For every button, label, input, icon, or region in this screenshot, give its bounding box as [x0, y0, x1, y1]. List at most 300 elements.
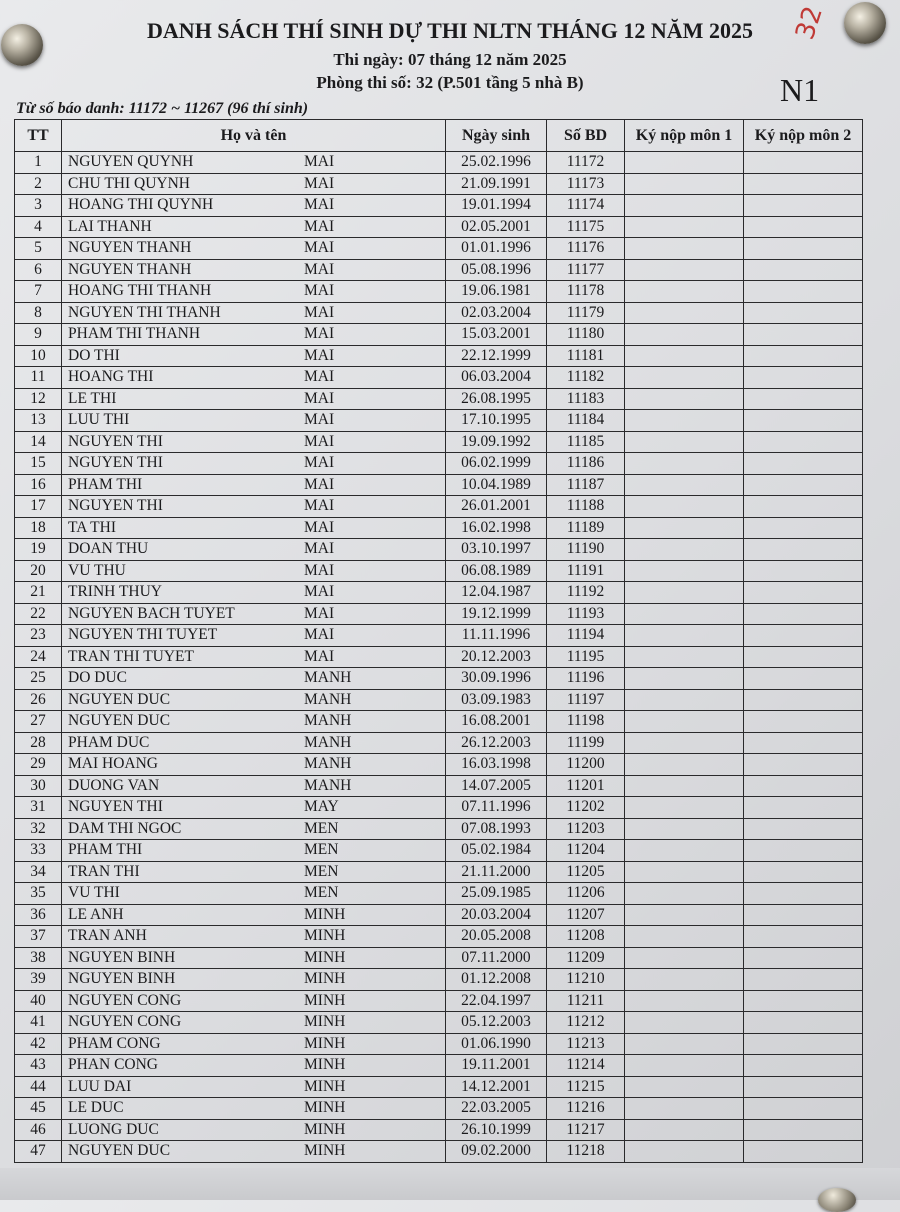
signature-cell-subject-1	[625, 517, 744, 539]
signature-cell-subject-2	[744, 732, 863, 754]
table-row	[15, 345, 863, 367]
given-name: MAI	[304, 153, 335, 171]
birth-date: 14.07.2005	[446, 775, 547, 797]
birth-date: 21.11.2000	[446, 861, 547, 883]
full-name-cell	[62, 152, 446, 174]
candidate-number: 11184	[547, 410, 625, 432]
surname-middle: PHAM CONG	[68, 1034, 161, 1052]
row-number: 17	[15, 496, 62, 518]
full-name-cell	[62, 582, 446, 604]
signature-cell-subject-1	[625, 732, 744, 754]
surname-middle: CHU THI QUYNH	[68, 174, 190, 192]
surname-middle: TRAN ANH	[68, 927, 147, 945]
full-name-cell	[62, 797, 446, 819]
signature-cell-subject-1	[625, 947, 744, 969]
table-row	[15, 324, 863, 346]
signature-cell-subject-2	[744, 668, 863, 690]
signature-cell-subject-2	[744, 603, 863, 625]
full-name-cell	[62, 345, 446, 367]
signature-cell-subject-1	[625, 1012, 744, 1034]
exam-room: Phòng thi số: 32 (P.501 tầng 5 nhà B)	[316, 73, 584, 92]
candidate-number: 11198	[547, 711, 625, 733]
table-row	[15, 1141, 863, 1163]
surname-middle: PHAN CONG	[68, 1056, 158, 1074]
signature-cell-subject-2	[744, 539, 863, 561]
signature-cell-subject-1	[625, 152, 744, 174]
signature-cell-subject-2	[744, 582, 863, 604]
surname-middle: NGUYEN BINH	[68, 970, 176, 988]
row-number: 13	[15, 410, 62, 432]
table-row	[15, 818, 863, 840]
signature-cell-subject-1	[625, 367, 744, 389]
birth-date: 26.10.1999	[446, 1119, 547, 1141]
candidate-number: 11197	[547, 689, 625, 711]
signature-cell-subject-1	[625, 474, 744, 496]
row-number: 2	[15, 173, 62, 195]
birth-date: 06.02.1999	[446, 453, 547, 475]
signature-cell-subject-1	[625, 990, 744, 1012]
birth-date: 20.05.2008	[446, 926, 547, 948]
row-number: 36	[15, 904, 62, 926]
signature-cell-subject-1	[625, 302, 744, 324]
candidate-number: 11175	[547, 216, 625, 238]
signature-cell-subject-1	[625, 582, 744, 604]
row-number: 39	[15, 969, 62, 991]
given-name: MANH	[304, 776, 352, 794]
birth-date: 22.12.1999	[446, 345, 547, 367]
signature-cell-subject-1	[625, 345, 744, 367]
signature-cell-subject-2	[744, 1098, 863, 1120]
full-name-cell	[62, 926, 446, 948]
full-name-cell	[62, 410, 446, 432]
table-row	[15, 1033, 863, 1055]
birth-date: 05.08.1996	[446, 259, 547, 281]
candidate-number: 11213	[547, 1033, 625, 1055]
header-full-name: Họ và tên	[62, 120, 446, 152]
surname-middle: TRINH THUY	[68, 583, 162, 601]
signature-cell-subject-1	[625, 754, 744, 776]
birth-date: 03.09.1983	[446, 689, 547, 711]
signature-cell-subject-1	[625, 1055, 744, 1077]
birth-date: 09.02.2000	[446, 1141, 547, 1163]
candidate-number: 11178	[547, 281, 625, 303]
candidate-number: 11181	[547, 345, 625, 367]
candidate-number: 11218	[547, 1141, 625, 1163]
row-number: 44	[15, 1076, 62, 1098]
surname-middle: NGUYEN DUC	[68, 690, 171, 708]
header-tt: TT	[15, 120, 62, 152]
candidate-number: 11186	[547, 453, 625, 475]
birth-date: 12.04.1987	[446, 582, 547, 604]
handwritten-note: 32	[790, 2, 829, 44]
given-name: MAI	[304, 583, 335, 601]
given-name: MAI	[304, 497, 335, 515]
table-row	[15, 1119, 863, 1141]
candidate-number: 11201	[547, 775, 625, 797]
table-row	[15, 302, 863, 324]
signature-cell-subject-2	[744, 1033, 863, 1055]
signature-cell-subject-1	[625, 603, 744, 625]
full-name-cell	[62, 754, 446, 776]
birth-date: 07.11.1996	[446, 797, 547, 819]
signature-cell-subject-2	[744, 281, 863, 303]
candidate-number: 11177	[547, 259, 625, 281]
candidate-number: 11200	[547, 754, 625, 776]
candidate-number: 11176	[547, 238, 625, 260]
given-name: MINH	[304, 1013, 346, 1031]
given-name: MAI	[304, 196, 335, 214]
signature-cell-subject-1	[625, 431, 744, 453]
surname-middle: DAM THI NGOC	[68, 819, 182, 837]
table-row	[15, 453, 863, 475]
candidate-number: 11205	[547, 861, 625, 883]
exam-date: Thi ngày: 07 tháng 12 năm 2025	[333, 50, 567, 69]
candidate-number: 11182	[547, 367, 625, 389]
candidate-number: 11211	[547, 990, 625, 1012]
candidate-number: 11188	[547, 496, 625, 518]
signature-cell-subject-2	[744, 410, 863, 432]
full-name-cell	[62, 1012, 446, 1034]
given-name: MAI	[304, 282, 335, 300]
given-name: MINH	[304, 927, 346, 945]
row-number: 29	[15, 754, 62, 776]
candidate-table-body	[15, 152, 863, 1163]
table-row	[15, 582, 863, 604]
row-number: 47	[15, 1141, 62, 1163]
candidate-number: 11187	[547, 474, 625, 496]
candidate-table	[14, 119, 863, 1163]
table-row	[15, 367, 863, 389]
table-row	[15, 969, 863, 991]
surname-middle: NGUYEN THI THANH	[68, 303, 221, 321]
full-name-cell	[62, 367, 446, 389]
row-number: 20	[15, 560, 62, 582]
given-name: MAI	[304, 346, 335, 364]
full-name-cell	[62, 560, 446, 582]
candidate-number: 11215	[547, 1076, 625, 1098]
surname-middle: NGUYEN CONG	[68, 1013, 182, 1031]
surname-middle: NGUYEN THI	[68, 432, 163, 450]
signature-cell-subject-1	[625, 453, 744, 475]
surname-middle: NGUYEN DUC	[68, 1142, 171, 1160]
surname-middle: DOAN THU	[68, 540, 149, 558]
candidate-number: 11173	[547, 173, 625, 195]
row-number: 40	[15, 990, 62, 1012]
signature-cell-subject-1	[625, 238, 744, 260]
table-row	[15, 517, 863, 539]
given-name: MEN	[304, 884, 339, 902]
signature-cell-subject-2	[744, 904, 863, 926]
full-name-cell	[62, 646, 446, 668]
signature-cell-subject-2	[744, 1141, 863, 1163]
signature-cell-subject-2	[744, 797, 863, 819]
row-number: 41	[15, 1012, 62, 1034]
birth-date: 17.10.1995	[446, 410, 547, 432]
table-row	[15, 173, 863, 195]
birth-date: 25.02.1996	[446, 152, 547, 174]
full-name-cell	[62, 453, 446, 475]
given-name: MAI	[304, 325, 335, 343]
full-name-cell	[62, 625, 446, 647]
birth-date: 14.12.2001	[446, 1076, 547, 1098]
full-name-cell	[62, 474, 446, 496]
signature-cell-subject-1	[625, 259, 744, 281]
surname-middle: LE ANH	[68, 905, 124, 923]
table-row	[15, 732, 863, 754]
birth-date: 10.04.1989	[446, 474, 547, 496]
row-number: 33	[15, 840, 62, 862]
birth-date: 19.06.1981	[446, 281, 547, 303]
full-name-cell	[62, 689, 446, 711]
given-name: MINH	[304, 991, 346, 1009]
given-name: MEN	[304, 819, 339, 837]
candidate-number: 11212	[547, 1012, 625, 1034]
table-row	[15, 1012, 863, 1034]
given-name: MAI	[304, 561, 335, 579]
candidate-number: 11172	[547, 152, 625, 174]
full-name-cell	[62, 431, 446, 453]
signature-cell-subject-1	[625, 797, 744, 819]
signature-cell-subject-1	[625, 1119, 744, 1141]
row-number: 30	[15, 775, 62, 797]
signature-cell-subject-2	[744, 324, 863, 346]
full-name-cell	[62, 603, 446, 625]
signature-cell-subject-2	[744, 152, 863, 174]
signature-cell-subject-2	[744, 883, 863, 905]
surname-middle: TA THI	[68, 518, 116, 536]
row-number: 45	[15, 1098, 62, 1120]
signature-cell-subject-2	[744, 861, 863, 883]
signature-cell-subject-1	[625, 926, 744, 948]
signature-cell-subject-1	[625, 539, 744, 561]
birth-date: 22.04.1997	[446, 990, 547, 1012]
candidate-number: 11202	[547, 797, 625, 819]
signature-cell-subject-2	[744, 216, 863, 238]
full-name-cell	[62, 818, 446, 840]
full-name-cell	[62, 1033, 446, 1055]
full-name-cell	[62, 216, 446, 238]
surname-middle: PHAM THI	[68, 841, 143, 859]
signature-cell-subject-2	[744, 1012, 863, 1034]
signature-cell-subject-2	[744, 840, 863, 862]
full-name-cell	[62, 861, 446, 883]
signature-cell-subject-1	[625, 1141, 744, 1163]
given-name: MAI	[304, 475, 335, 493]
candidate-number: 11196	[547, 668, 625, 690]
signature-cell-subject-2	[744, 388, 863, 410]
signature-cell-subject-2	[744, 969, 863, 991]
given-name: MINH	[304, 1142, 346, 1160]
header-signature-subject-2: Ký nộp môn 2	[744, 120, 863, 152]
surname-middle: NGUYEN THANH	[68, 260, 192, 278]
table-row	[15, 711, 863, 733]
row-number: 14	[15, 431, 62, 453]
candidate-number: 11192	[547, 582, 625, 604]
signature-cell-subject-1	[625, 324, 744, 346]
table-row	[15, 775, 863, 797]
surname-middle: VU THU	[68, 561, 126, 579]
birth-date: 20.12.2003	[446, 646, 547, 668]
surname-middle: DO DUC	[68, 669, 127, 687]
birth-date: 26.01.2001	[446, 496, 547, 518]
signature-cell-subject-1	[625, 646, 744, 668]
header-candidate-number: Số BD	[547, 120, 625, 152]
candidate-number: 11208	[547, 926, 625, 948]
surname-middle: NGUYEN THANH	[68, 239, 192, 257]
row-number: 23	[15, 625, 62, 647]
table-row	[15, 539, 863, 561]
signature-cell-subject-2	[744, 646, 863, 668]
row-number: 15	[15, 453, 62, 475]
surname-middle: HOANG THI QUYNH	[68, 196, 214, 214]
signature-cell-subject-1	[625, 1076, 744, 1098]
row-number: 7	[15, 281, 62, 303]
birth-date: 06.08.1989	[446, 560, 547, 582]
surname-middle: NGUYEN BINH	[68, 948, 176, 966]
signature-cell-subject-1	[625, 625, 744, 647]
row-number: 24	[15, 646, 62, 668]
row-number: 37	[15, 926, 62, 948]
given-name: MEN	[304, 841, 339, 859]
surname-middle: LUU THI	[68, 411, 130, 429]
full-name-cell	[62, 1076, 446, 1098]
signature-cell-subject-2	[744, 259, 863, 281]
surname-middle: LUU DAI	[68, 1077, 132, 1095]
birth-date: 02.05.2001	[446, 216, 547, 238]
given-name: MINH	[304, 1099, 346, 1117]
given-name: MAI	[304, 174, 335, 192]
given-name: MAY	[304, 798, 339, 816]
birth-date: 25.09.1985	[446, 883, 547, 905]
full-name-cell	[62, 1055, 446, 1077]
document-title: DANH SÁCH THÍ SINH DỰ THI NLTN THÁNG 12 NĂM 2025	[147, 18, 753, 43]
surname-middle: LE DUC	[68, 1099, 124, 1117]
full-name-cell	[62, 517, 446, 539]
full-name-cell	[62, 1141, 446, 1163]
surname-middle: NGUYEN CONG	[68, 991, 182, 1009]
signature-cell-subject-2	[744, 1076, 863, 1098]
full-name-cell	[62, 1119, 446, 1141]
table-row	[15, 238, 863, 260]
candidate-number: 11210	[547, 969, 625, 991]
candidate-number: 11217	[547, 1119, 625, 1141]
full-name-cell	[62, 840, 446, 862]
given-name: MAI	[304, 432, 335, 450]
full-name-cell	[62, 302, 446, 324]
table-row	[15, 668, 863, 690]
given-name: MAI	[304, 604, 335, 622]
given-name: MEN	[304, 862, 339, 880]
row-number: 5	[15, 238, 62, 260]
candidate-number: 11190	[547, 539, 625, 561]
given-name: MAI	[304, 518, 335, 536]
row-number: 16	[15, 474, 62, 496]
table-row	[15, 1098, 863, 1120]
row-number: 28	[15, 732, 62, 754]
signature-cell-subject-1	[625, 840, 744, 862]
table-row	[15, 410, 863, 432]
signature-cell-subject-1	[625, 216, 744, 238]
surname-middle: LAI THANH	[68, 217, 152, 235]
signature-cell-subject-2	[744, 711, 863, 733]
row-number: 18	[15, 517, 62, 539]
table-row	[15, 216, 863, 238]
signature-cell-subject-1	[625, 668, 744, 690]
birth-date: 11.11.1996	[446, 625, 547, 647]
surname-middle: PHAM DUC	[68, 733, 150, 751]
row-number: 10	[15, 345, 62, 367]
table-row	[15, 990, 863, 1012]
row-number: 8	[15, 302, 62, 324]
signature-cell-subject-2	[744, 689, 863, 711]
row-number: 34	[15, 861, 62, 883]
given-name: MAI	[304, 217, 335, 235]
row-number: 3	[15, 195, 62, 217]
signature-cell-subject-1	[625, 281, 744, 303]
surname-middle: NGUYEN THI	[68, 497, 163, 515]
row-number: 46	[15, 1119, 62, 1141]
birth-date: 21.09.1991	[446, 173, 547, 195]
candidate-number: 11174	[547, 195, 625, 217]
signature-cell-subject-2	[744, 625, 863, 647]
birth-date: 16.03.1998	[446, 754, 547, 776]
signature-cell-subject-2	[744, 990, 863, 1012]
signature-cell-subject-1	[625, 818, 744, 840]
row-number: 6	[15, 259, 62, 281]
full-name-cell	[62, 259, 446, 281]
signature-cell-subject-1	[625, 560, 744, 582]
row-number: 11	[15, 367, 62, 389]
signature-cell-subject-1	[625, 775, 744, 797]
signature-cell-subject-2	[744, 1119, 863, 1141]
table-row	[15, 754, 863, 776]
full-name-cell	[62, 947, 446, 969]
candidate-number: 11189	[547, 517, 625, 539]
signature-cell-subject-1	[625, 1033, 744, 1055]
surname-middle: NGUYEN THI	[68, 798, 163, 816]
given-name: MAI	[304, 626, 335, 644]
candidate-number: 11179	[547, 302, 625, 324]
signature-cell-subject-1	[625, 883, 744, 905]
birth-date: 26.08.1995	[446, 388, 547, 410]
table-row	[15, 1076, 863, 1098]
birth-date: 01.12.2008	[446, 969, 547, 991]
given-name: MINH	[304, 1056, 346, 1074]
given-name: MINH	[304, 948, 346, 966]
full-name-cell	[62, 539, 446, 561]
row-number: 38	[15, 947, 62, 969]
signature-cell-subject-2	[744, 195, 863, 217]
full-name-cell	[62, 195, 446, 217]
table-row	[15, 431, 863, 453]
table-row	[15, 195, 863, 217]
full-name-cell	[62, 324, 446, 346]
given-name: MANH	[304, 669, 352, 687]
row-number: 22	[15, 603, 62, 625]
birth-date: 16.02.1998	[446, 517, 547, 539]
signature-cell-subject-2	[744, 818, 863, 840]
signature-cell-subject-1	[625, 969, 744, 991]
surname-middle: NGUYEN QUYNH	[68, 153, 194, 171]
birth-date: 05.02.1984	[446, 840, 547, 862]
table-row	[15, 689, 863, 711]
candidate-number: 11214	[547, 1055, 625, 1077]
candidate-number: 11209	[547, 947, 625, 969]
signature-cell-subject-2	[744, 367, 863, 389]
signature-cell-subject-2	[744, 431, 863, 453]
row-number: 1	[15, 152, 62, 174]
signature-cell-subject-1	[625, 173, 744, 195]
